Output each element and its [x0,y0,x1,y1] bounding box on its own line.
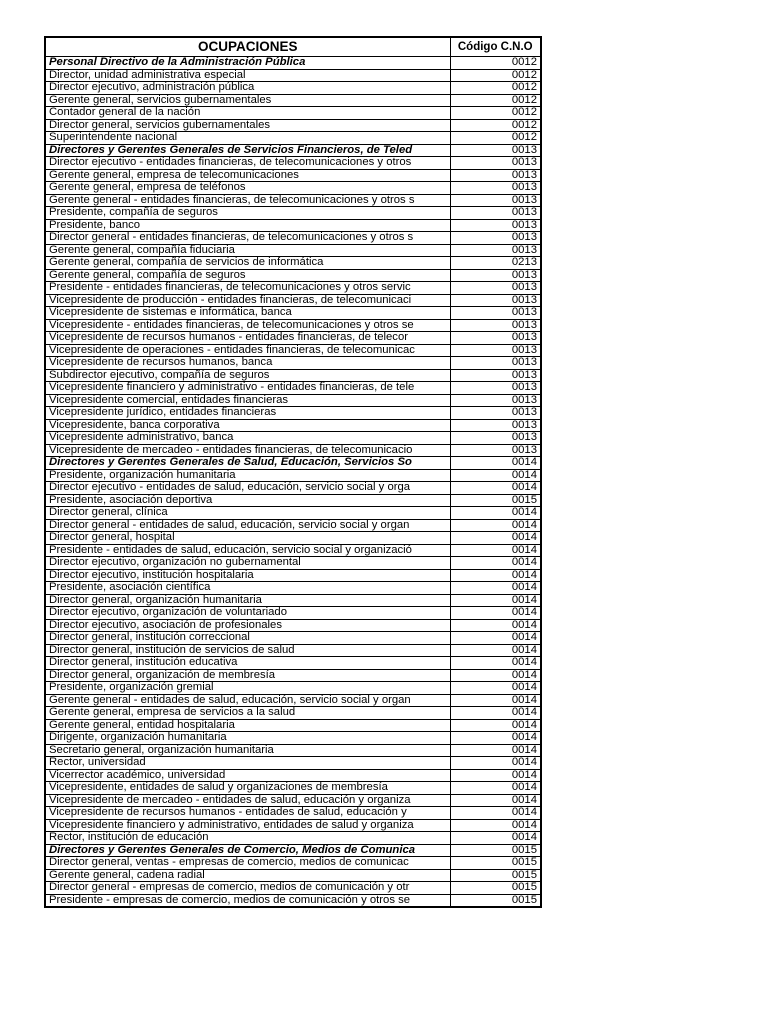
occupation-cell: Vicepresidente financiero y administrativo - entidades financieras, de tele [45,382,450,395]
occupation-cell: Director ejecutivo, organización no gubernamental [45,557,450,570]
code-cell: 0014 [450,632,541,645]
occupation-cell: Vicepresidente de mercadeo - entidades financieras, de telecomunicacio [45,444,450,457]
table-row [45,282,541,295]
occupation-cell: Gerente general, compañía de servicios de informática [45,257,450,270]
table-row [45,894,541,907]
table-row [45,269,541,282]
occupation-cell: Director general, clínica [45,507,450,520]
table-row [45,882,541,895]
table-row [45,782,541,795]
occupation-cell: Gerente general, compañía de seguros [45,269,450,282]
category-label: Directores y Gerentes Generales de Salud, Educación, Servicios So [45,457,450,470]
occupation-cell: Gerente general - entidades de salud, educación, servicio social y organ [45,694,450,707]
table-row [45,369,541,382]
code-cell: 0014 [450,507,541,520]
occupation-cell: Director general, institución correccional [45,632,450,645]
code-cell: 0013 [450,344,541,357]
code-cell: 0012 [450,94,541,107]
code-cell: 0014 [450,757,541,770]
code-cell: 0012 [450,57,541,70]
code-cell: 0015 [450,869,541,882]
code-cell: 0014 [450,569,541,582]
occupation-cell: Director general, institución educativa [45,657,450,670]
occupation-cell: Director ejecutivo - entidades de salud, educación, servicio social y orga [45,482,450,495]
table-row [45,582,541,595]
code-cell: 0013 [450,419,541,432]
code-cell: 0014 [450,732,541,745]
code-cell: 0014 [450,682,541,695]
code-cell: 0014 [450,707,541,720]
occupation-cell: Director ejecutivo, asociación de profesionales [45,619,450,632]
table-row [45,432,541,445]
occupation-cell: Contador general de la nación [45,107,450,120]
table-row [45,794,541,807]
occupation-cell: Presidente, banco [45,219,450,232]
occupation-cell: Dirigente, organización humanitaria [45,732,450,745]
code-cell: 0013 [450,269,541,282]
occupation-cell: Gerente general, empresa de teléfonos [45,182,450,195]
code-cell: 0013 [450,407,541,420]
table-row [45,157,541,170]
occupation-cell: Vicepresidente de recursos humanos - entidades de salud, educación y [45,807,450,820]
code-cell: 0012 [450,132,541,145]
table-row [45,107,541,120]
table-row [45,257,541,270]
category-row [45,844,541,857]
code-cell: 0014 [450,519,541,532]
table-row [45,694,541,707]
occupation-cell: Director general, organización humanitaria [45,594,450,607]
table-row [45,732,541,745]
table-row [45,744,541,757]
table-row [45,357,541,370]
code-cell: 0013 [450,282,541,295]
occupation-cell: Gerente general, entidad hospitalaria [45,719,450,732]
table-row [45,707,541,720]
code-cell: 0014 [450,582,541,595]
code-cell: 0012 [450,82,541,95]
occupation-cell: Director general, servicios gubernamentales [45,119,450,132]
category-row [45,57,541,70]
occupation-cell: Vicepresidente financiero y administrativo, entidades de salud y organiza [45,819,450,832]
table-row [45,607,541,620]
code-cell: 0015 [450,857,541,870]
occupation-cell: Director general, organización de membresía [45,669,450,682]
occupation-cell: Presidente, organización humanitaria [45,469,450,482]
code-cell: 0014 [450,694,541,707]
occupation-cell: Gerente general - entidades financieras, de telecomunicaciones y otros s [45,194,450,207]
code-cell: 0014 [450,532,541,545]
header-row [45,37,541,57]
occupation-cell: Director general - entidades de salud, educación, servicio social y organ [45,519,450,532]
occupation-cell: Vicepresidente jurídico, entidades financieras [45,407,450,420]
occupation-cell: Director general, institución de servicios de salud [45,644,450,657]
table-row [45,832,541,845]
code-cell: 0013 [450,432,541,445]
code-cell: 0014 [450,832,541,845]
code-cell: 0013 [450,332,541,345]
occupation-cell: Presidente - empresas de comercio, medios de comunicación y otros se [45,894,450,907]
occupation-cell: Rector, universidad [45,757,450,770]
table-row [45,419,541,432]
code-cell: 0014 [450,557,541,570]
table-body [45,37,541,907]
table-row [45,119,541,132]
code-cell: 0014 [450,457,541,470]
occupation-cell: Vicepresidente de operaciones - entidades financieras, de telecomunicac [45,344,450,357]
code-cell: 0013 [450,232,541,245]
table-row [45,807,541,820]
table-row [45,632,541,645]
code-cell: 0015 [450,882,541,895]
table-row [45,294,541,307]
table-row [45,819,541,832]
occupation-cell: Presidente, organización gremial [45,682,450,695]
code-cell: 0012 [450,69,541,82]
code-cell: 0014 [450,469,541,482]
category-row [45,457,541,470]
table-row [45,519,541,532]
table-row [45,532,541,545]
code-cell: 0014 [450,669,541,682]
code-cell: 0014 [450,607,541,620]
table-row [45,757,541,770]
table-row [45,544,541,557]
occupation-cell: Gerente general, servicios gubernamentales [45,94,450,107]
code-cell: 0013 [450,207,541,220]
table-row [45,482,541,495]
occupation-cell: Secretario general, organización humanitaria [45,744,450,757]
table-row [45,219,541,232]
occupation-cell: Gerente general, empresa de servicios a la salud [45,707,450,720]
table-row [45,394,541,407]
code-cell: 0013 [450,144,541,157]
occupation-cell: Presidente - entidades financieras, de telecomunicaciones y otros servic [45,282,450,295]
code-cell: 0013 [450,294,541,307]
code-cell: 0013 [450,307,541,320]
table-row [45,507,541,520]
code-cell: 0013 [450,194,541,207]
code-cell: 0013 [450,369,541,382]
table-row [45,82,541,95]
occupation-cell: Director ejecutivo, institución hospitalaria [45,569,450,582]
occupation-cell: Vicepresidente de producción - entidades financieras, de telecomunicaci [45,294,450,307]
code-cell: 0014 [450,594,541,607]
table-row [45,69,541,82]
occupation-cell: Gerente general, cadena radial [45,869,450,882]
code-cell: 0015 [450,494,541,507]
table-row [45,594,541,607]
table-row [45,569,541,582]
occupation-cell: Gerente general, empresa de telecomunicaciones [45,169,450,182]
occupation-cell: Superintendente nacional [45,132,450,145]
occupation-cell: Vicepresidente - entidades financieras, de telecomunicaciones y otros se [45,319,450,332]
occupation-cell: Vicerrector académico, universidad [45,769,450,782]
occupation-cell: Vicepresidente, banca corporativa [45,419,450,432]
code-cell: 0014 [450,619,541,632]
code-cell: 0014 [450,482,541,495]
category-row [45,144,541,157]
table-row [45,669,541,682]
table-row [45,182,541,195]
table-row [45,619,541,632]
code-cell: 0014 [450,819,541,832]
code-cell: 0213 [450,257,541,270]
table-row [45,769,541,782]
code-cell: 0014 [450,719,541,732]
table-row [45,682,541,695]
category-label: Directores y Gerentes Generales de Servicios Financieros, de Teled [45,144,450,157]
occupation-cell: Director general, ventas - empresas de comercio, medios de comunicac [45,857,450,870]
table-row [45,344,541,357]
occupation-cell: Vicepresidente, entidades de salud y organizaciones de membresía [45,782,450,795]
occupation-cell: Rector, institución de educación [45,832,450,845]
code-cell: 0013 [450,319,541,332]
occupation-cell: Director general, hospital [45,532,450,545]
table-row [45,644,541,657]
code-cell: 0013 [450,182,541,195]
occupation-cell: Gerente general, compañía fiduciaria [45,244,450,257]
header-occupations: OCUPACIONES [45,37,450,57]
occupation-cell: Vicepresidente comercial, entidades financieras [45,394,450,407]
table-row [45,444,541,457]
category-label: Personal Directivo de la Administración Pública [45,57,450,70]
code-cell: 0014 [450,544,541,557]
code-cell: 0014 [450,782,541,795]
code-cell: 0013 [450,169,541,182]
code-cell: 0014 [450,644,541,657]
category-label: Directores y Gerentes Generales de Comercio, Medios de Comunica [45,844,450,857]
table-row [45,307,541,320]
table-row [45,132,541,145]
code-cell: 0014 [450,657,541,670]
table-row [45,857,541,870]
code-cell: 0014 [450,807,541,820]
code-cell: 0013 [450,394,541,407]
table-row [45,194,541,207]
occupation-cell: Vicepresidente administrativo, banca [45,432,450,445]
table-row [45,207,541,220]
header-code: Código C.N.O [450,37,541,57]
table-row [45,719,541,732]
occupation-cell: Vicepresidente de recursos humanos, banca [45,357,450,370]
occupation-cell: Presidente, compañía de seguros [45,207,450,220]
table-row [45,557,541,570]
code-cell: 0013 [450,444,541,457]
occupation-cell: Presidente - entidades de salud, educación, servicio social y organizació [45,544,450,557]
table-row [45,169,541,182]
table-row [45,94,541,107]
code-cell: 0014 [450,769,541,782]
occupation-cell: Presidente, asociación científica [45,582,450,595]
occupation-cell: Vicepresidente de recursos humanos - entidades financieras, de telecor [45,332,450,345]
occupation-cell: Director ejecutivo - entidades financieras, de telecomunicaciones y otros [45,157,450,170]
occupation-cell: Subdirector ejecutivo, compañía de seguros [45,369,450,382]
code-cell: 0015 [450,844,541,857]
code-cell: 0012 [450,107,541,120]
code-cell: 0014 [450,794,541,807]
occupation-cell: Director general - entidades financieras, de telecomunicaciones y otros s [45,232,450,245]
occupation-cell: Vicepresidente de sistemas e informática, banca [45,307,450,320]
code-cell: 0013 [450,219,541,232]
occupation-cell: Director general - empresas de comercio, medios de comunicación y otr [45,882,450,895]
table-row [45,869,541,882]
code-cell: 0014 [450,744,541,757]
code-cell: 0012 [450,119,541,132]
table-row [45,232,541,245]
code-cell: 0015 [450,894,541,907]
table-row [45,494,541,507]
occupation-cell: Vicepresidente de mercadeo - entidades de salud, educación y organiza [45,794,450,807]
code-cell: 0013 [450,382,541,395]
table-row [45,319,541,332]
occupation-cell: Director, unidad administrativa especial [45,69,450,82]
table-row [45,469,541,482]
table-row [45,657,541,670]
occupations-table [44,36,542,908]
occupation-cell: Presidente, asociación deportiva [45,494,450,507]
occupation-cell: Director ejecutivo, administración pública [45,82,450,95]
table-row [45,332,541,345]
occupation-cell: Director ejecutivo, organización de voluntariado [45,607,450,620]
code-cell: 0013 [450,157,541,170]
code-cell: 0013 [450,357,541,370]
table-row [45,244,541,257]
code-cell: 0013 [450,244,541,257]
table-row [45,382,541,395]
table-row [45,407,541,420]
